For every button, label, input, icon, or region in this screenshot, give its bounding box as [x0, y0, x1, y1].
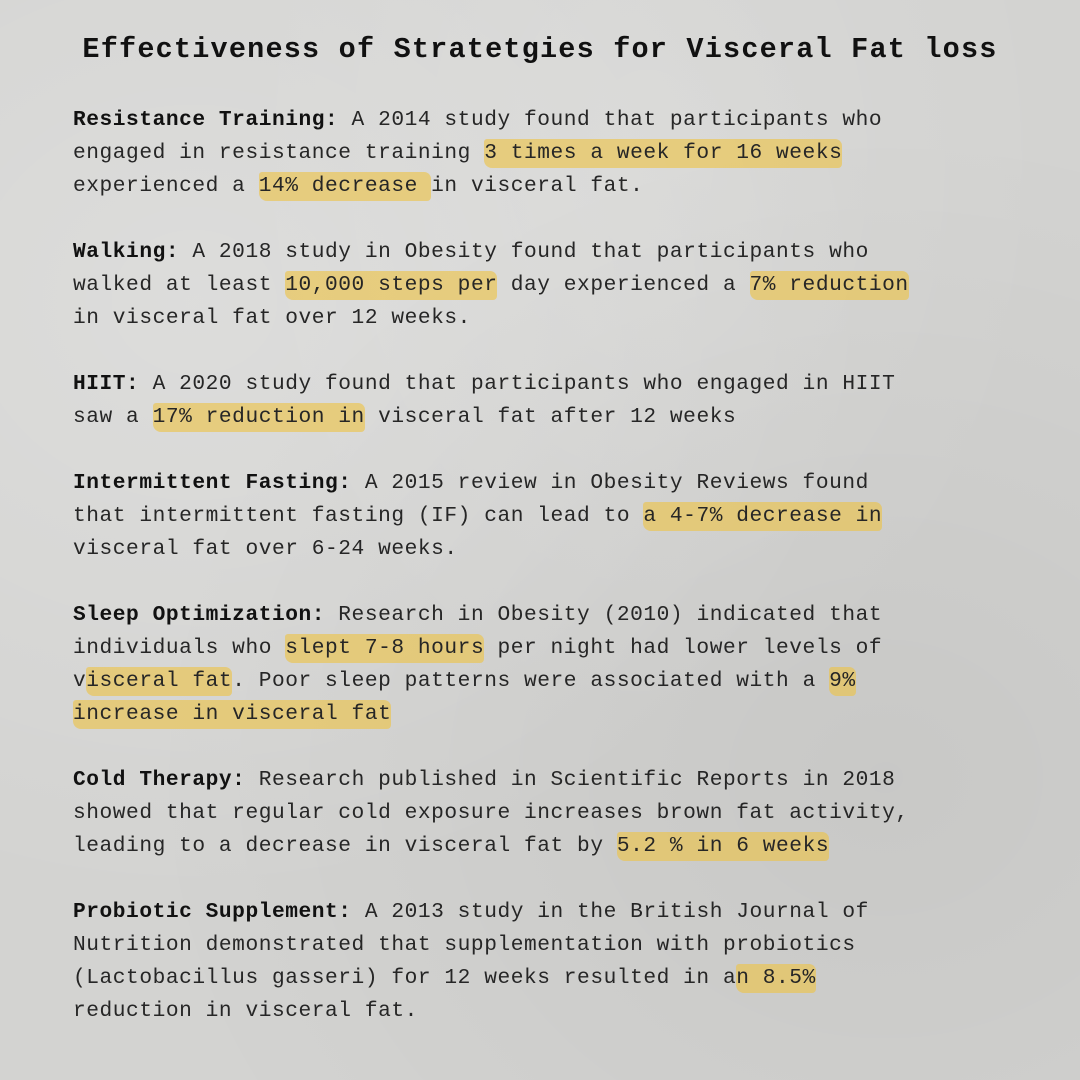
- entry-text: in visceral fat over 12 weeks.: [73, 306, 471, 330]
- entry-text: that intermittent fasting (IF) can lead to: [73, 504, 644, 528]
- highlighted-text: 3 times a week for 16 weeks: [484, 139, 842, 168]
- strategy-list: [73, 104, 1063, 1061]
- highlighted-text: n 8.5%: [736, 964, 816, 993]
- entry-text: visceral fat over 6-24 weeks.: [73, 537, 458, 561]
- entry-heading: Intermittent Fasting:: [73, 471, 352, 495]
- entry-line: [73, 500, 1063, 533]
- page-title: Effectiveness of Stratetgies for Visceral Fat loss: [82, 33, 998, 66]
- entry-text: Research published in Scientific Reports in 2018: [245, 768, 896, 792]
- entry-line: [73, 632, 1063, 665]
- highlighted-text: 7% reduction: [750, 271, 909, 300]
- entry-line: [73, 896, 1063, 929]
- entry-text: walked at least: [73, 273, 286, 297]
- entry-text: A 2018 study in Obesity found that participants who: [179, 240, 869, 264]
- entry-heading: HIIT:: [73, 372, 140, 396]
- entry-line: [73, 929, 1063, 962]
- highlighted-text: 5.2 % in 6 weeks: [617, 832, 829, 861]
- entry-text: leading to a decrease in visceral fat by: [73, 834, 617, 858]
- entry-heading: Resistance Training:: [73, 108, 339, 132]
- entry-hiit: [73, 368, 1063, 434]
- entry-probiotic-supplement: [73, 896, 1063, 1028]
- entry-line: [73, 764, 1063, 797]
- entry-text: A 2013 study in the British Journal of: [351, 900, 869, 924]
- highlighted-text: 10,000 steps per: [285, 271, 497, 300]
- entry-line: [73, 599, 1063, 632]
- entry-line: [73, 533, 1063, 566]
- highlighted-text: slept 7-8 hours: [285, 634, 484, 663]
- entry-line: [73, 170, 1063, 203]
- entry-text: v: [73, 669, 87, 693]
- entry-line: [73, 995, 1063, 1028]
- entry-text: Nutrition demonstrated that supplementation with probiotics: [73, 933, 856, 957]
- entry-text: (Lactobacillus gasseri) for 12 weeks resulted in a: [73, 966, 737, 990]
- entry-line: [73, 269, 1063, 302]
- entry-text: in visceral fat.: [431, 174, 644, 198]
- highlighted-text: 9%: [829, 667, 856, 696]
- entry-heading: Walking:: [73, 240, 180, 264]
- entry-line: [73, 104, 1063, 137]
- entry-heading: Cold Therapy:: [73, 768, 246, 792]
- highlighted-text: a 4-7% decrease in: [643, 502, 882, 531]
- entry-text: A 2020 study found that participants who engaged in HIIT: [139, 372, 896, 396]
- entry-line: [73, 665, 1063, 698]
- entry-line: [73, 962, 1063, 995]
- entry-heading: Sleep Optimization:: [73, 603, 326, 627]
- highlighted-text: 17% reduction in: [153, 403, 365, 432]
- entry-text: individuals who: [73, 636, 286, 660]
- entry-line: [73, 302, 1063, 335]
- entry-text: Research in Obesity (2010) indicated that: [325, 603, 883, 627]
- entry-heading: Probiotic Supplement:: [73, 900, 352, 924]
- entry-text: experienced a: [73, 174, 259, 198]
- entry-line: [73, 467, 1063, 500]
- entry-line: [73, 137, 1063, 170]
- entry-walking: [73, 236, 1063, 335]
- entry-text: A 2014 study found that participants who: [338, 108, 883, 132]
- entry-cold-therapy: [73, 764, 1063, 863]
- entry-text: reduction in visceral fat.: [73, 999, 418, 1023]
- entry-text: day experienced a: [497, 273, 750, 297]
- entry-text: . Poor sleep patterns were associated with a: [232, 669, 830, 693]
- entry-text: per night had lower levels of: [484, 636, 883, 660]
- entry-text: showed that regular cold exposure increases brown fat activity,: [73, 801, 909, 825]
- entry-text: A 2015 review in Obesity Reviews found: [351, 471, 869, 495]
- entry-sleep-optimization: [73, 599, 1063, 731]
- entry-text: engaged in resistance training: [73, 141, 485, 165]
- entry-line: [73, 401, 1063, 434]
- highlighted-text: isceral fat: [86, 667, 232, 696]
- entry-resistance-training: [73, 104, 1063, 203]
- entry-line: [73, 236, 1063, 269]
- entry-line: [73, 698, 1063, 731]
- entry-line: [73, 830, 1063, 863]
- highlighted-text: 14% decrease: [259, 172, 431, 201]
- entry-intermittent-fasting: [73, 467, 1063, 566]
- entry-text: visceral fat after 12 weeks: [364, 405, 737, 429]
- entry-line: [73, 368, 1063, 401]
- entry-line: [73, 797, 1063, 830]
- entry-text: saw a: [73, 405, 153, 429]
- highlighted-text: increase in visceral fat: [73, 700, 391, 729]
